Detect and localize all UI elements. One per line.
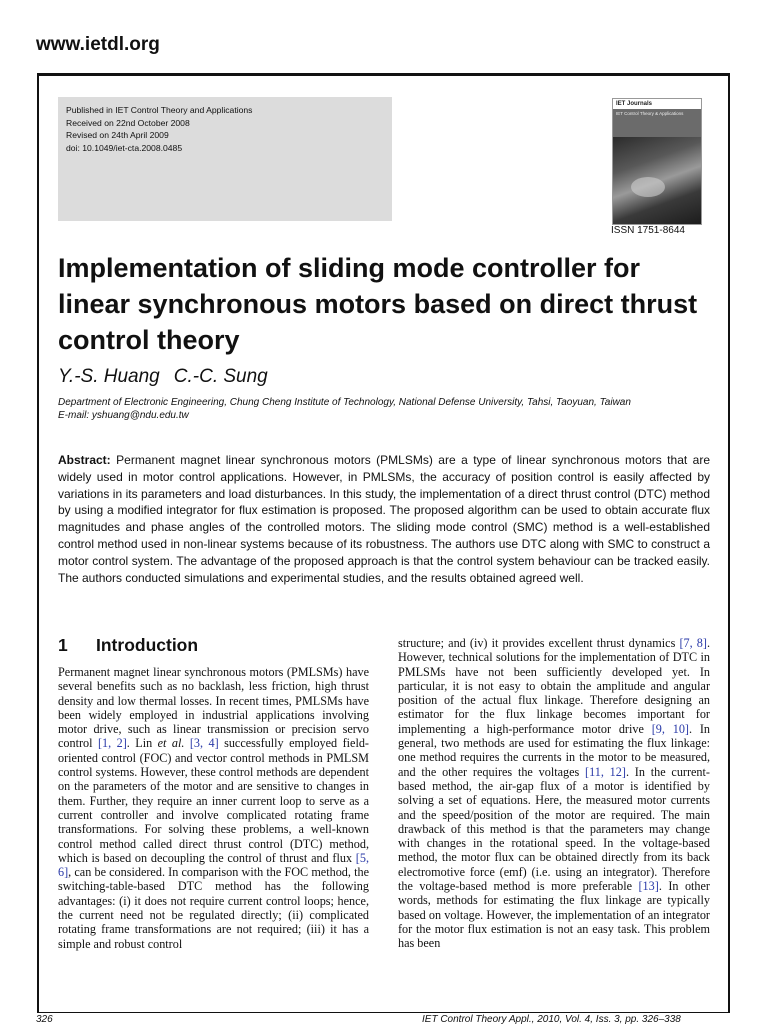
authors [58,366,268,388]
section-title: Introduction [96,635,199,655]
section-number: 1 [58,635,68,655]
published-in: Published in IET Control Theory and Applications [66,105,253,115]
body-text: , can be considered. In comparison with the FOC method, the switching-table-based DTC method has the following advantages: (i) it does not require current control loops; hence, the current need not be regulated directly; (ii) complicated rotating frame transformations are not required; (iii) it has a simple and robust control [58,865,369,951]
body-column-right [398,636,710,951]
journal-cover-image [612,98,702,225]
body-text: . However, technical solutions for the implementation of DTC in PMLSMs have not been sufficiently developed yet. In particular, it is not easy to obtain the amplitude and angular position of the actual flux linkage. Therefore designing an estimator for the flux linkage becomes important for implementing a high-performance motor drive [398,636,710,736]
body-text: Permanent magnet linear synchronous motors (PMLSMs) have several benefits such as no backlash, less friction, high thrust density and low thermal losses. In recent times, PMLSMs have been widely employed in industrial applications involving motor drive, such as linear transmission or precision servo control [58,665,369,751]
revised-date: Revised on 24th April 2009 [66,130,169,140]
body-text: . In general, two methods are used for estimating the flux linkage: one method requires the currents in the motor to be measured, and the other requires the voltages [398,721,711,779]
affiliation-block [58,396,718,422]
citation-link[interactable]: [5, 6] [58,850,369,880]
abstract-text: Permanent magnet linear synchronous motors (PMLSMs) are a type of linear synchronous motors that are widely used in motor control applications. However, in PMLSMs, the accuracy of position control is easily affected by variations in its parameters and load disturbances. In this study, the implementation of a direct thrust control (DTC) method by using a modified integrator for flux estimation is proposed. The proposed algorithm can be used to obtain accurate flux magnitudes and phase angles of the controlled motors. The sliding mode control (SMC) method is a well-established control method used in non-linear systems because of its robustness. The authors use DTC along with SMC to construct a motor control system. The advantage of the proposed approach is that the control system behaviour can be tracked easily. The authors conducted simulations and experimental studies, and the results obtained agreed well. [58,453,710,585]
cover-brand: IET Journals [613,99,701,109]
doi: doi: 10.1049/iet-cta.2008.0485 [66,142,183,153]
citation-link[interactable]: [11, 12] [585,764,626,779]
body-text: successfully employed field-oriented control (FOC) and vector control methods in PMLSM control systems. However, these control methods are dependent on the parameters of the motor and are sensitive to changes in them. Further, they require an inner current loop to serve as a current controller and involve complicated rotating frame transformations. For solving these problems, a well-known control method called direct thrust control (DTC) method, which is based on decoupling the control of thrust and flux [58,736,369,865]
body-text: structure; and (iv) it provides excellent thrust dynamics [398,636,680,650]
author-2: C.-C. Sung [173,366,268,387]
citation-link[interactable]: [13] [638,879,659,894]
cover-photo [613,137,702,225]
cover-journal-name: IET Control Theory & Applications [613,109,701,137]
received-date: Received on 22nd October 2008 [66,117,190,128]
body-text: . In the current-based method, the air-gap flux of a motor is identified by solving a set of equations. Here, the measured motor currents and the speed/position of the motor are required. The main drawback of this method is that the parameters may change with changes in the rotational speed. In the voltage-based method, the motor flux can be obtained directly from its back electromotive force (emf) (i.e. using an integrator). Therefore the voltage-based method is more preferable [398,764,710,894]
section-heading [58,635,198,656]
abstract [58,452,710,586]
email: E-mail: yshuang@ndu.edu.tw [58,410,189,421]
citation-link[interactable]: [3, 4] [189,736,219,751]
abstract-label: Abstract: [58,453,111,467]
site-url[interactable]: www.ietdl.org [36,34,160,55]
body-column-left [58,665,369,951]
publication-info-box [58,97,392,221]
issn: ISSN 1751-8644 [611,225,685,236]
body-text: . Lin [126,736,158,751]
affiliation: Department of Electronic Engineering, Chung Cheng Institute of Technology, National Defense University, Tahsi, Taoyuan, Taiwan [58,397,631,408]
paper-title: Implementation of sliding mode controller for linear synchronous motors based on direct thrust control theory [58,253,698,355]
page-number: 326 [36,1014,53,1025]
citation-link[interactable]: [1, 2] [97,736,127,751]
author-1: Y.-S. Huang [58,366,160,387]
body-text: . In other words, methods for estimating the flux linkage are typically based on voltage. However, the implementation of an integrator for the motor flux estimation is not an easy task. This problem has been [398,879,710,951]
citation-link[interactable]: [9, 10] [651,721,689,736]
citation-link[interactable]: [7, 8] [679,636,707,650]
body-text: et al. [157,736,185,751]
journal-citation: IET Control Theory Appl., 2010, Vol. 4, Iss. 3, pp. 326–338 [422,1014,681,1025]
